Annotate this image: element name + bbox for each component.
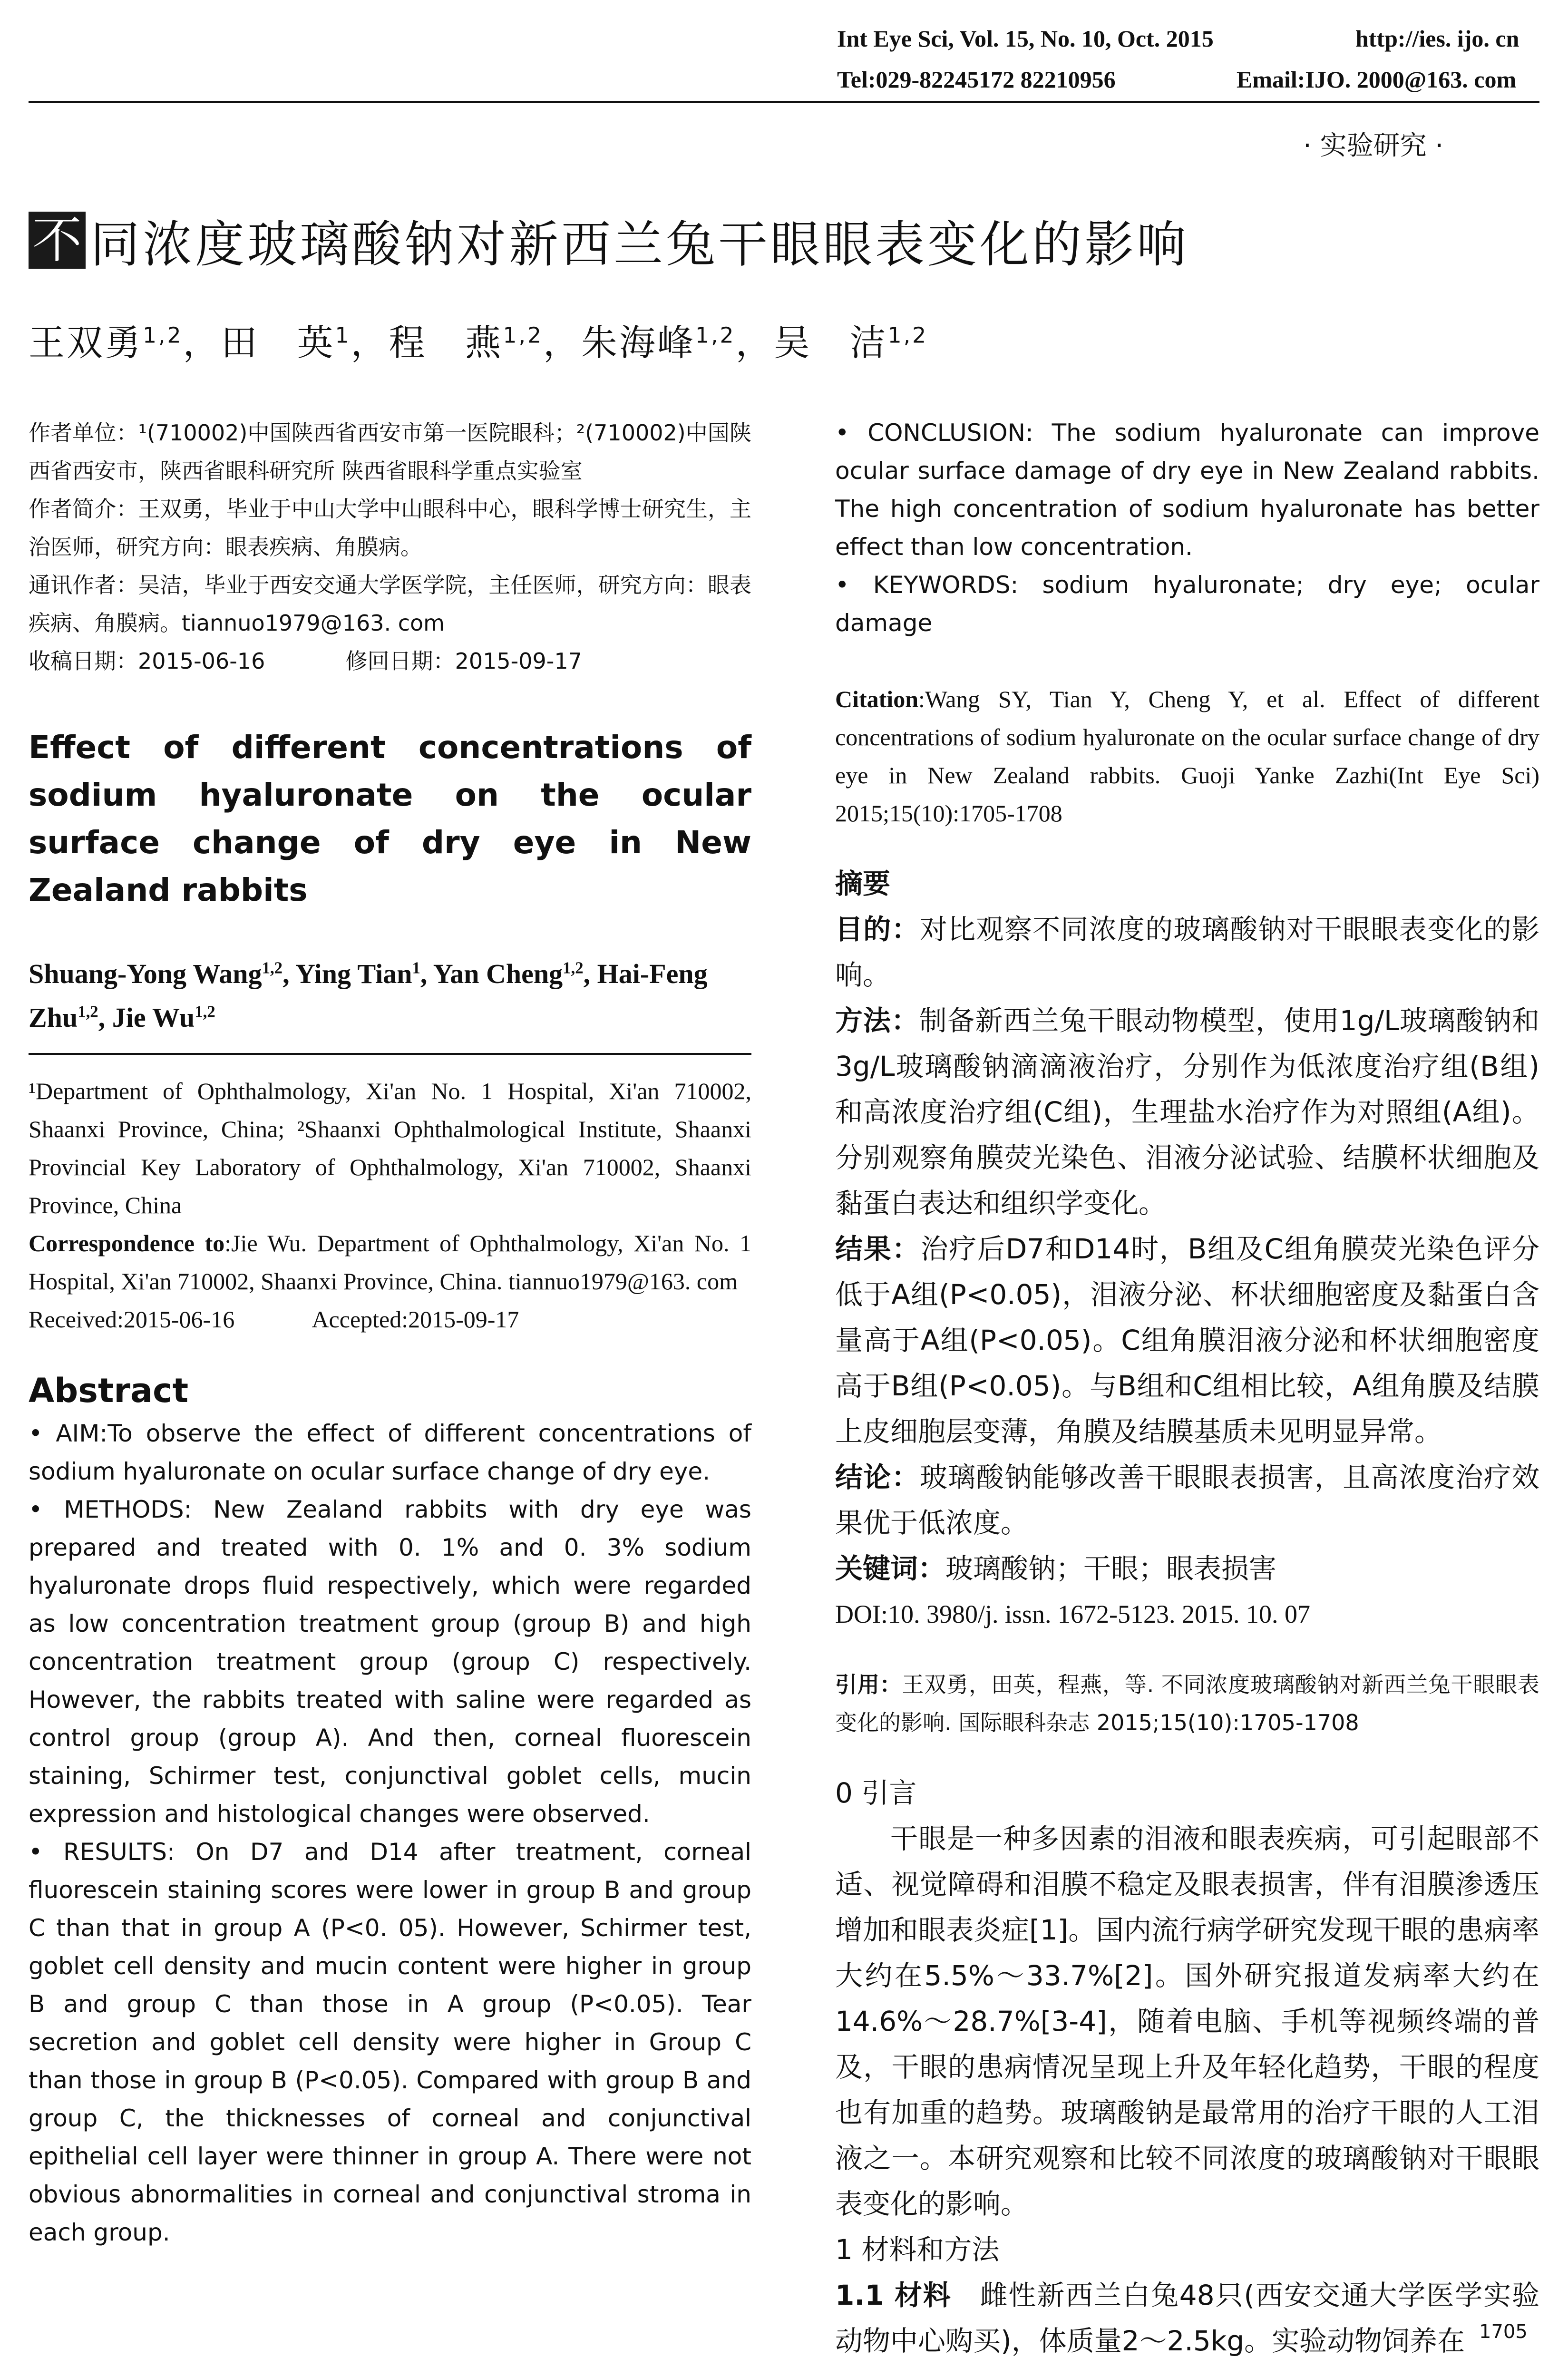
author-en-affil-sup: 1,2 — [563, 958, 584, 977]
abstract-cn-results — [835, 1226, 1539, 1454]
keywords-text: 玻璃酸钠；干眼；眼表损害 — [945, 1552, 1277, 1585]
author-cn-name: 吴 洁 — [773, 321, 888, 364]
revised-cn: 修回日期：2015-09-17 — [345, 648, 582, 674]
title-text: 同浓度玻璃酸钠对新西兰兔干眼眼表变化的影响 — [90, 215, 1189, 273]
abstract-aim: • AIM:To observe the effect of different concentrations of sodium hyaluronate on ocular surface change of dry eye. — [29, 1420, 751, 1485]
abstract-results: • RESULTS: On D7 and D14 after treatment, corneal fluorescein staining scores were lower in group B and group C than that in group A (P<0. 05). However, Schirmer test, goblet cell density and mucin content were higher in group B and group C than those in A group (P<0.05). Tear secretion and goblet cell density were higher in Group C than those in group B (P<0.05). Compared with group B and group C, the thicknesses of corneal and conjunctival epithelial cell layer were thinner in group A. There were not obvious abnormalities in corneal and conjunctival stroma in each group. — [29, 1838, 751, 2246]
author-en-separator: , — [583, 958, 597, 989]
page-number: 1705 — [1479, 2321, 1528, 2343]
author-en-affil-sup: 1 — [412, 958, 420, 977]
citation-en — [835, 680, 1539, 832]
correspondence-en — [29, 1224, 751, 1300]
correspondence-cn: 通讯作者：吴洁，毕业于西安交通大学医学院，主任医师，研究方向：眼表疾病、角膜病。tiannuo1979@163. com — [29, 572, 751, 636]
abstract-heading: Abstract — [29, 1371, 189, 1410]
author-intro: 作者简介：王双勇，毕业于中山大学中山眼科中心，眼科学博士研究生，主治医师，研究方向：眼表疾病、角膜病。 — [29, 496, 751, 560]
author-cn-separator: ， — [183, 321, 221, 364]
author-en-separator: , — [420, 958, 433, 989]
journal-email[interactable]: Email:IJO. 2000@163. com — [1237, 66, 1517, 93]
affiliation-rule — [29, 1053, 751, 1055]
affiliation-cn: 作者单位：¹(710002)中国陕西省西安市第一医院眼科；²(710002)中国陕西省西安市，陕西省眼科研究所 陕西省眼科学重点实验室 — [29, 420, 751, 484]
author-cn-affil-sup: 1,2 — [503, 322, 544, 348]
dates-en — [29, 1300, 751, 1338]
affiliation-en: ¹Department of Ophthalmology, Xi'an No. 1 Hospital, Xi'an 710002, Shaanxi Province, China; ²Shaanxi Ophthalmological Institute, Shaanxi Provincial Key Laboratory of Ophthalmology, Xi'an 710002, Shaanxi Province, China — [29, 1078, 751, 1218]
cite-cn-label: 引用： — [835, 1672, 902, 1697]
citation-cn — [835, 1666, 1539, 1742]
author-en-affil-sup: 1,2 — [262, 958, 283, 977]
author-cn-separator: ， — [735, 321, 774, 364]
abstract-keywords: • KEYWORDS: sodium hyaluronate; dry eye; ocular damage — [835, 571, 1539, 637]
author-cn-affil-sup: 1,2 — [887, 322, 928, 348]
section-label: · 实验研究 · — [1303, 130, 1444, 161]
results-text: 治疗后D7和D14时，B组及C组角膜荧光染色评分低于A组(P<0.05)，泪液分泌、杯状细胞密度及黏蛋白含量高于A组(P<0.05)。C组角膜泪液分泌和杯状细胞密度高于B组(P<0.05)。与B组和C组相比较，A组角膜及结膜上皮细胞层变薄，角膜及结膜基质未见明显异常。 — [835, 1233, 1539, 1448]
author-cn-separator: ， — [543, 321, 582, 364]
correspondence-text: :Jie Wu. Department of Ophthalmology, Xi'an No. 1 Hospital, Xi'an 710002, Shaanxi Province, China. tiannuo1979@163. com — [29, 1230, 752, 1295]
keywords-label: 关键词： — [835, 1552, 946, 1585]
author-en-affil-sup: 1,2 — [195, 1002, 215, 1021]
purpose-label: 目的： — [835, 913, 920, 945]
abstract-cn-purpose — [835, 906, 1539, 998]
dates-cn — [29, 642, 751, 680]
author-cn-name: 朱海峰 — [581, 321, 696, 364]
citation-text: :Wang SY, Tian Y, Cheng Y, et al. Effect of different concentrations of sodium hyaluronate on the ocular surface change of dry eye in New Zealand rabbits. Guoji Yanke Zazhi(Int Eye Sci) 2015;15(10):1705-1708 — [835, 686, 1539, 827]
accepted-en: Accepted:2015-09-17 — [312, 1306, 519, 1333]
methods-text: 制备新西兰兔干眼动物模型，使用1g/L玻璃酸钠和3g/L玻璃酸钠滴滴液治疗，分别作为低浓度治疗组(B组)和高浓度治疗组(C组)，生理盐水治疗作为对照组(A组)。分别观察角膜荧光染色、泪液分泌试验、结膜杯状细胞及黏蛋白表达和组织学变化。 — [835, 1004, 1539, 1219]
materials-heading: 1 材料和方法 — [835, 2233, 1000, 2266]
author-en-name: Ying Tian — [295, 958, 412, 989]
purpose-text: 对比观察不同浓度的玻璃酸钠对干眼眼表变化的影响。 — [835, 913, 1539, 991]
author-cn-affil-sup: 1 — [335, 322, 351, 348]
abstract-cn-heading: 摘要 — [835, 867, 891, 900]
authors-en — [29, 952, 751, 1040]
abstract-methods: • METHODS: New Zealand rabbits with dry eye was prepared and treated with 0. 1% and 0. 3% sodium hyaluronate drops fluid respectively, which were regarded as low concentration treatment group (group B) and high concentration treatment group (group C) respectively. However, the rabbits treated with saline were regarded as control group (group A). And then, corneal fluorescein staining, Schirmer test, conjunctival goblet cells, mucin expression and histological changes were observed. — [29, 1496, 751, 1828]
cite-cn-text: 王双勇，田英，程燕，等. 不同浓度玻璃酸钠对新西兰兔干眼眼表变化的影响. 国际眼科杂志 2015;15(10):1705-1708 — [835, 1672, 1540, 1735]
author-cn-affil-sup: 1,2 — [143, 322, 183, 348]
author-en-name: Jie Wu — [112, 1002, 195, 1033]
author-cn-separator: ， — [351, 321, 389, 364]
english-title: Effect of different concentrations of sodium hyaluronate on the ocular surface change of dry eye in New Zealand rabbits — [29, 729, 751, 908]
article-title — [29, 209, 1189, 271]
journal-url[interactable]: http://ies. ijo. cn — [1355, 25, 1519, 52]
authors-cn — [29, 314, 928, 366]
author-en-affil-sup: 1,2 — [78, 1002, 98, 1021]
author-cn-name: 王双勇 — [29, 321, 143, 364]
author-en-separator: , — [98, 1002, 112, 1033]
abstract-conclusion: • CONCLUSION: The sodium hyaluronate can improve ocular surface damage of dry eye in New Zealand rabbits. The high concentration of sodium hyaluronate has better effect than low concentration. — [835, 419, 1539, 561]
conclusion-text: 玻璃酸钠能够改善干眼眼表损害，且高浓度治疗效果优于低浓度。 — [835, 1461, 1539, 1539]
author-cn-name: 田 英 — [221, 321, 335, 364]
abstract-cn-conclusion — [835, 1454, 1539, 1546]
received-cn: 收稿日期：2015-06-16 — [29, 648, 265, 674]
intro-heading: 0 引言 — [835, 1777, 917, 1809]
received-en: Received:2015-06-16 — [29, 1306, 235, 1333]
materials-text: 雌性新西兰白兔48只(西安交通大学医学实验动物中心购买)，体质量2～2.5kg。实验动物饲养在 — [835, 2279, 1539, 2357]
correspondence-label: Correspondence to — [29, 1230, 225, 1257]
methods-label: 方法： — [835, 1004, 919, 1037]
author-cn-affil-sup: 1,2 — [695, 322, 736, 348]
author-en-name: Shuang-Yong Wang — [29, 958, 262, 989]
author-en-name: Yan Cheng — [433, 958, 563, 989]
conclusion-label: 结论： — [835, 1461, 920, 1493]
header-rule — [29, 101, 1539, 103]
intro-paragraph: 干眼是一种多因素的泪液和眼表疾病，可引起眼部不适、视觉障碍和泪膜不稳定及眼表损害，伴有泪膜渗透压增加和眼表炎症[1]。国内流行病学研究发现干眼的患病率大约在5.5%～33.7%[2]。国外研究报道发病率大约在14.6%～28.7%[3-4]，随着电脑、手机等视频终端的普及，干眼的患病情况呈现上升及年轻化趋势，干眼的程度也有加重的趋势。玻璃酸钠是最常用的治疗干眼的人工泪液之一。本研究观察和比较不同浓度的玻璃酸钠对干眼眼表变化的影响。 — [835, 1822, 1539, 2220]
journal-citation-line: Int Eye Sci, Vol. 15, No. 10, Oct. 2015 — [837, 25, 1214, 52]
materials-subheading: 1.1 材料 — [835, 2279, 952, 2311]
doi: DOI:10. 3980/j. issn. 1672-5123. 2015. 10. 07 — [835, 1600, 1310, 1628]
journal-tel: Tel:029-82245172 82210956 — [837, 66, 1116, 93]
author-en-name: Hai-Feng Zhu — [29, 958, 708, 1033]
author-cn-name: 程 燕 — [389, 321, 503, 364]
title-dropcap: 不 — [29, 212, 86, 269]
materials-paragraph — [835, 2272, 1539, 2364]
author-en-separator: , — [282, 958, 295, 989]
results-label: 结果： — [835, 1233, 921, 1265]
abstract-cn-keywords — [835, 1546, 1539, 1591]
citation-label: Citation — [835, 686, 918, 712]
abstract-cn-methods — [835, 998, 1539, 1226]
